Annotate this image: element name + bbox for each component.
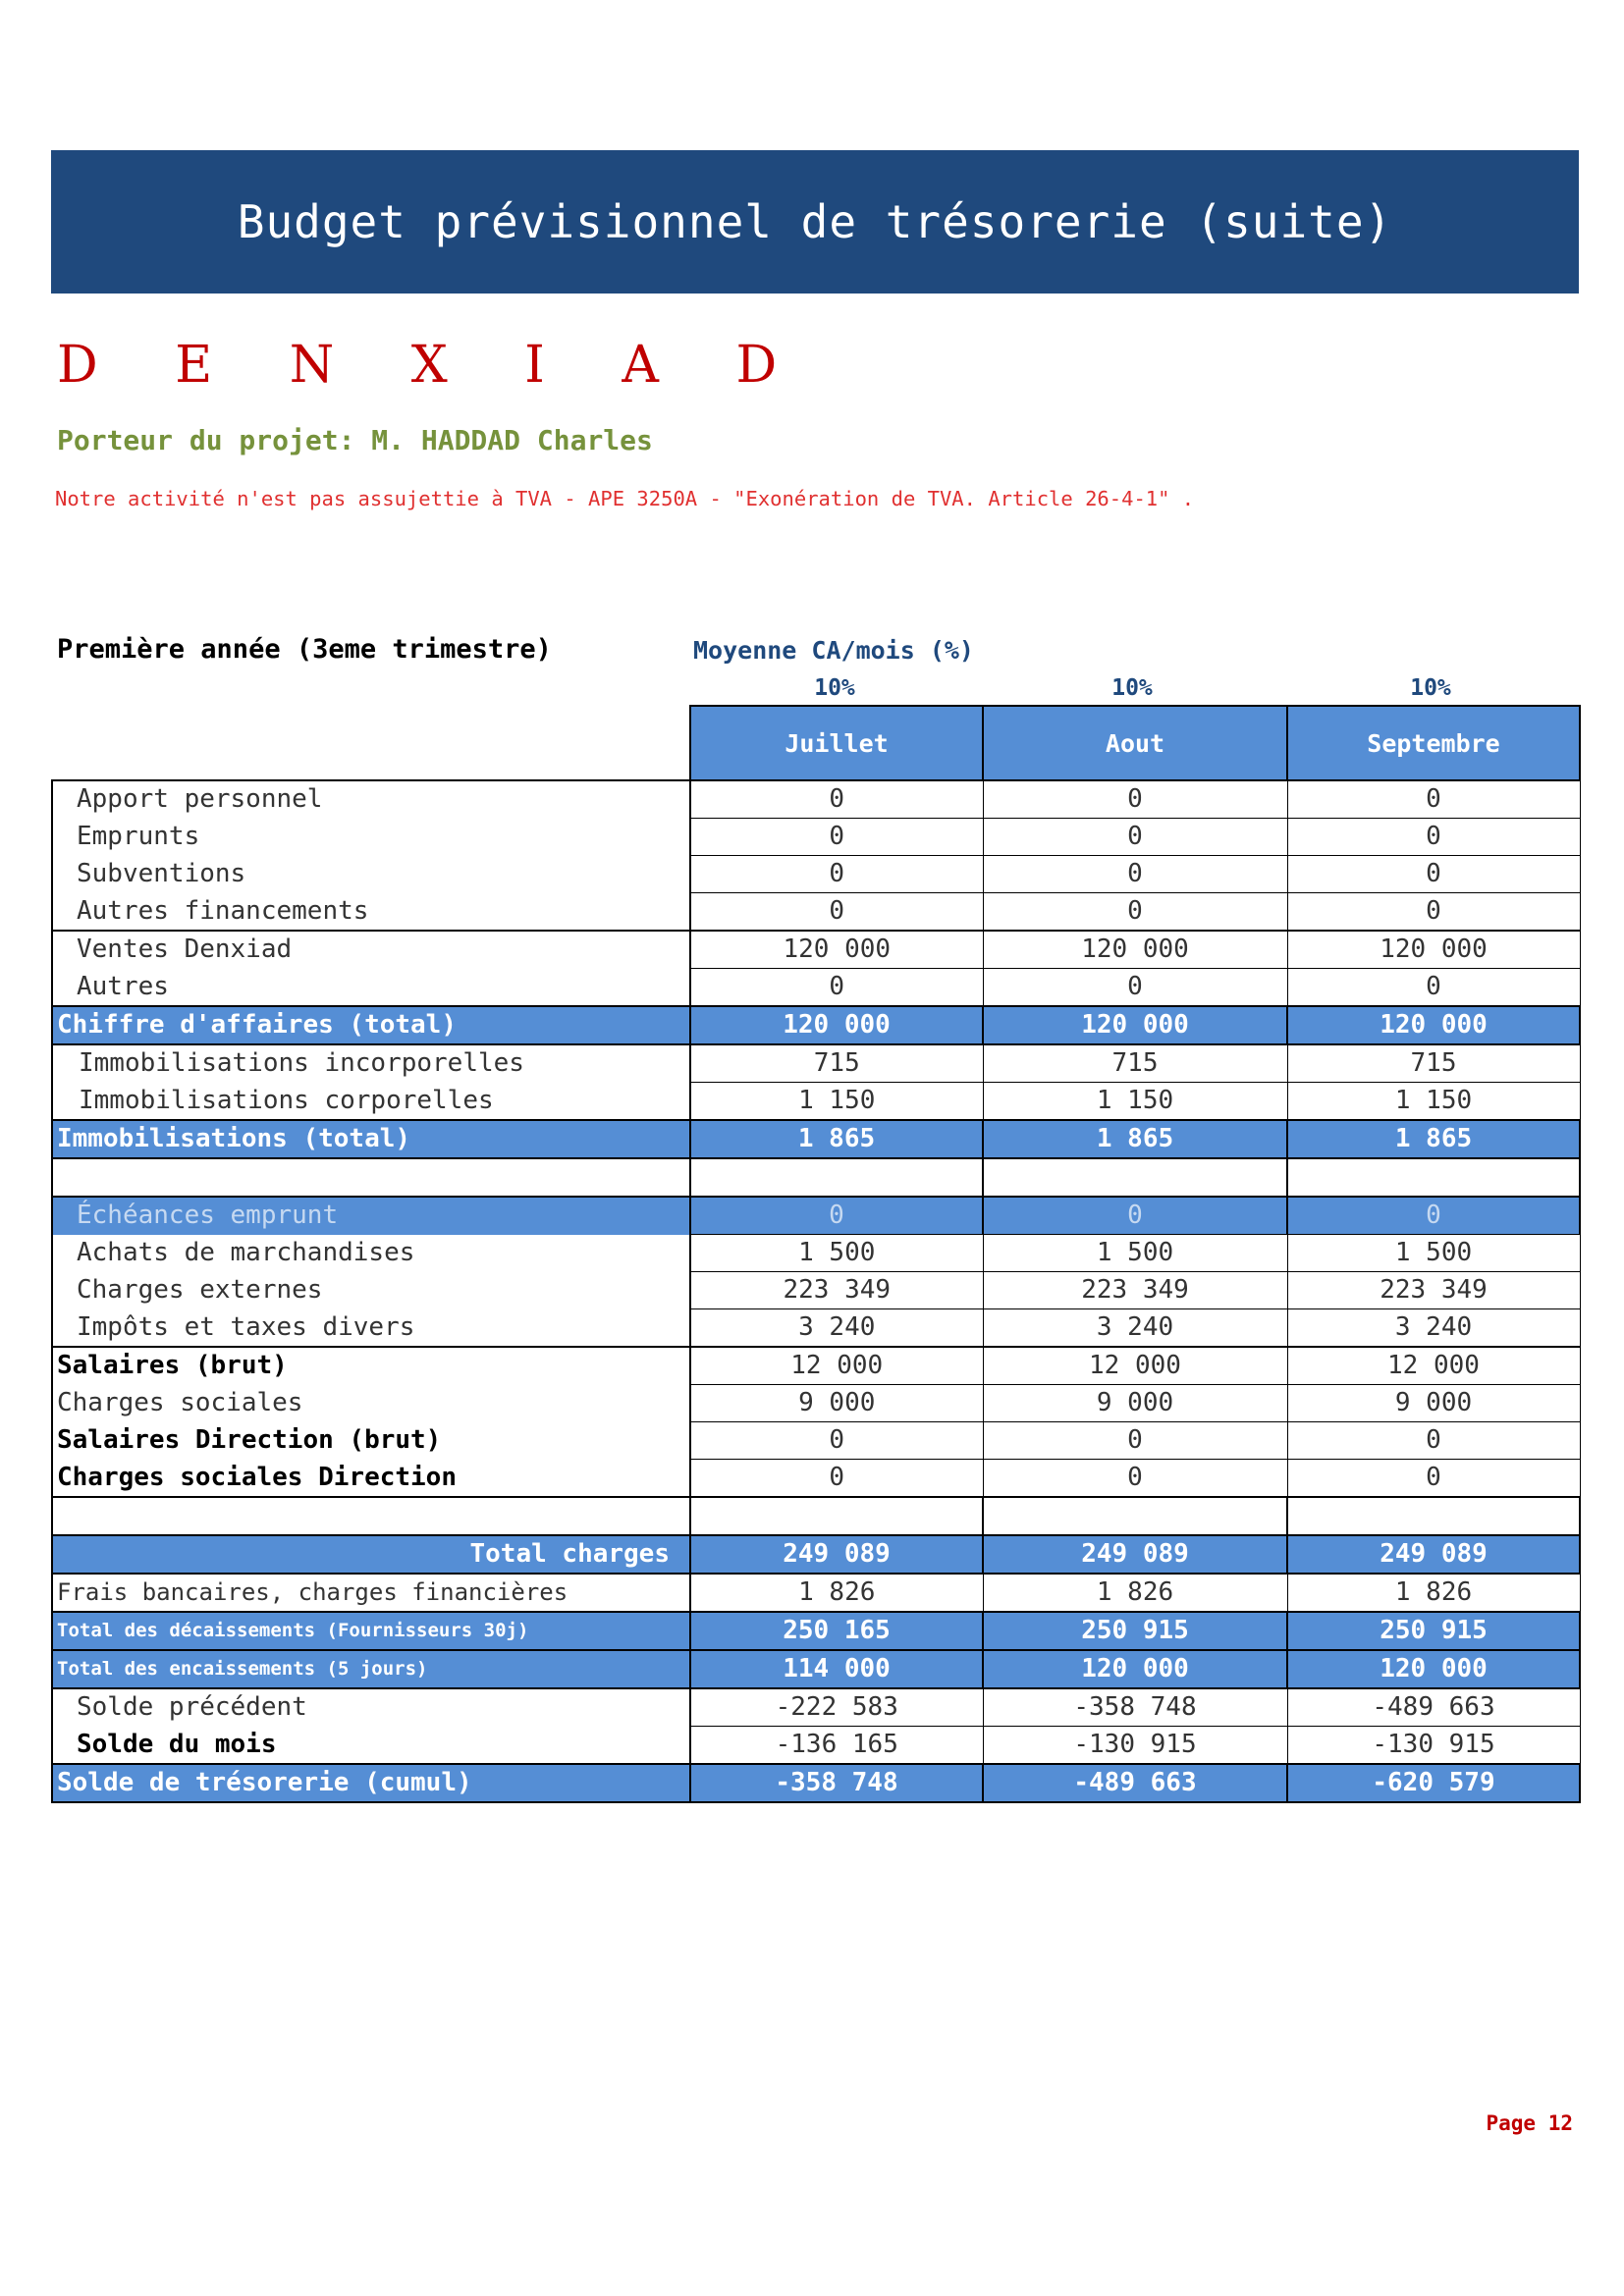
cell-value: 120 000 xyxy=(690,931,983,969)
row-label: Charges sociales Direction xyxy=(52,1460,690,1498)
cell-value: 0 xyxy=(1287,856,1580,893)
total-row xyxy=(52,1764,1580,1802)
project-owner: Porteur du projet: M. HADDAD Charles xyxy=(57,424,653,456)
cell-value: 1 500 xyxy=(1287,1235,1580,1272)
table-row xyxy=(52,819,1580,856)
table-row xyxy=(52,1460,1580,1498)
cell-value: -489 663 xyxy=(983,1764,1287,1802)
tva-note: Notre activité n'est pas assujettie à TVA - APE 3250A - "Exonération de TVA. Article 26-4-1" . xyxy=(55,487,1195,510)
cell-value: 1 826 xyxy=(1287,1574,1580,1612)
cell-value: 0 xyxy=(983,1197,1287,1235)
cell-value: 0 xyxy=(983,1460,1287,1498)
empty-row xyxy=(52,1497,1580,1535)
cell-value: 223 349 xyxy=(690,1272,983,1309)
cell-value: 12 000 xyxy=(983,1347,1287,1385)
cell-value: -358 748 xyxy=(983,1688,1287,1727)
cell-value: 0 xyxy=(690,1422,983,1460)
cell-value: 0 xyxy=(690,819,983,856)
row-label: Autres xyxy=(52,969,690,1007)
table-row xyxy=(52,1688,1580,1727)
cell-value: 249 089 xyxy=(983,1535,1287,1574)
row-label: Subventions xyxy=(52,856,690,893)
cell-value: -358 748 xyxy=(690,1764,983,1802)
row-label: Immobilisations incorporelles xyxy=(52,1044,690,1083)
cell-value: 1 865 xyxy=(690,1120,983,1158)
row-label: Impôts et taxes divers xyxy=(52,1309,690,1348)
cell-value: -130 915 xyxy=(1287,1727,1580,1765)
cell-value: 3 240 xyxy=(690,1309,983,1348)
cell-value: 114 000 xyxy=(690,1650,983,1688)
cell-value: 0 xyxy=(983,969,1287,1007)
cell-value: 0 xyxy=(1287,819,1580,856)
cell-value: 1 500 xyxy=(983,1235,1287,1272)
cell-value: 0 xyxy=(983,893,1287,932)
total-row xyxy=(52,1120,1580,1158)
cell-value: 12 000 xyxy=(690,1347,983,1385)
table-row xyxy=(52,1272,1580,1309)
row-label: Total des encaissements (5 jours) xyxy=(52,1650,690,1688)
cell-value: 1 150 xyxy=(690,1083,983,1121)
cell-value: 0 xyxy=(1287,1197,1580,1235)
cell-value: 120 000 xyxy=(983,1006,1287,1044)
cell-value: 250 915 xyxy=(1287,1612,1580,1650)
table-row xyxy=(52,1347,1580,1385)
table-row xyxy=(52,1574,1580,1612)
percentage-juillet: 10% xyxy=(814,675,855,701)
row-label: Immobilisations corporelles xyxy=(52,1083,690,1121)
row-label: Apport personnel xyxy=(52,780,690,819)
page-banner xyxy=(51,150,1579,294)
cell-value: 0 xyxy=(690,780,983,819)
row-label: Total des décaissements (Fournisseurs 30j) xyxy=(52,1612,690,1650)
cell-value: 1 150 xyxy=(1287,1083,1580,1121)
total-row xyxy=(52,1612,1580,1650)
cell-value: 1 865 xyxy=(1287,1120,1580,1158)
total-row xyxy=(52,1650,1580,1688)
cell-value: -136 165 xyxy=(690,1727,983,1765)
table-row xyxy=(52,1197,1580,1235)
cell-value: 0 xyxy=(690,893,983,932)
cell-value: 9 000 xyxy=(983,1385,1287,1422)
cell-value: 0 xyxy=(983,780,1287,819)
month-header: Aout xyxy=(983,706,1287,780)
table-row xyxy=(52,893,1580,932)
row-label: Charges sociales xyxy=(52,1385,690,1422)
cell-value: 120 000 xyxy=(690,1006,983,1044)
percentage-septembre: 10% xyxy=(1410,675,1451,701)
row-label: Salaires (brut) xyxy=(52,1347,690,1385)
cell-value: 9 000 xyxy=(690,1385,983,1422)
cell-value: 0 xyxy=(1287,780,1580,819)
page-title: Budget prévisionnel de trésorerie (suite) xyxy=(237,195,1393,248)
cell-value: 3 240 xyxy=(1287,1309,1580,1348)
month-header: Juillet xyxy=(690,706,983,780)
cell-value: 12 000 xyxy=(1287,1347,1580,1385)
row-label: Chiffre d'affaires (total) xyxy=(52,1006,690,1044)
row-label: Solde du mois xyxy=(52,1727,690,1765)
row-label: Total charges xyxy=(52,1535,690,1574)
table-row xyxy=(52,969,1580,1007)
period-label: Première année (3eme trimestre) xyxy=(57,634,552,665)
row-label: Salaires Direction (brut) xyxy=(52,1422,690,1460)
table-row xyxy=(52,780,1580,819)
table-row xyxy=(52,1727,1580,1765)
table-row xyxy=(52,1309,1580,1348)
cell-value: 1 150 xyxy=(983,1083,1287,1121)
cell-value: 715 xyxy=(983,1044,1287,1083)
cell-value: 3 240 xyxy=(983,1309,1287,1348)
month-header-row xyxy=(52,706,1580,780)
cell-value: 120 000 xyxy=(983,931,1287,969)
total-row xyxy=(52,1006,1580,1044)
cell-value: 0 xyxy=(1287,1422,1580,1460)
table-row xyxy=(52,1083,1580,1121)
page-number: Page 12 xyxy=(1486,2111,1573,2135)
total-row xyxy=(52,1535,1580,1574)
empty-row xyxy=(52,1158,1580,1197)
cell-value: 715 xyxy=(690,1044,983,1083)
cell-value: 120 000 xyxy=(1287,1650,1580,1688)
cell-value: 0 xyxy=(1287,969,1580,1007)
table-row xyxy=(52,1044,1580,1083)
cell-value: 249 089 xyxy=(1287,1535,1580,1574)
cell-value: 223 349 xyxy=(983,1272,1287,1309)
cell-value: 0 xyxy=(690,856,983,893)
cell-value: 0 xyxy=(983,856,1287,893)
row-label: Autres financements xyxy=(52,893,690,932)
row-label: Échéances emprunt xyxy=(52,1197,690,1235)
cell-value: 1 865 xyxy=(983,1120,1287,1158)
table-row xyxy=(52,1235,1580,1272)
cell-value: 250 165 xyxy=(690,1612,983,1650)
table-row xyxy=(52,856,1580,893)
moyenne-label: Moyenne CA/mois (%) xyxy=(693,636,974,665)
cell-value: 120 000 xyxy=(1287,1006,1580,1044)
month-header: Septembre xyxy=(1287,706,1580,780)
percentage-aout: 10% xyxy=(1111,675,1153,701)
cell-value: -620 579 xyxy=(1287,1764,1580,1802)
cell-value: 715 xyxy=(1287,1044,1580,1083)
company-name: D E N X I A D xyxy=(57,336,808,395)
cell-value: 0 xyxy=(1287,1460,1580,1498)
cell-value: -222 583 xyxy=(690,1688,983,1727)
cell-value: 0 xyxy=(983,1422,1287,1460)
cell-value: 0 xyxy=(1287,893,1580,932)
row-label: Charges externes xyxy=(52,1272,690,1309)
row-label: Solde précédent xyxy=(52,1688,690,1727)
cell-value: -130 915 xyxy=(983,1727,1287,1765)
cell-value: 120 000 xyxy=(1287,931,1580,969)
budget-table xyxy=(51,705,1581,1803)
cell-value: 9 000 xyxy=(1287,1385,1580,1422)
row-label: Immobilisations (total) xyxy=(52,1120,690,1158)
cell-value: 120 000 xyxy=(983,1650,1287,1688)
cell-value: 0 xyxy=(983,819,1287,856)
cell-value: 1 500 xyxy=(690,1235,983,1272)
cell-value: 223 349 xyxy=(1287,1272,1580,1309)
cell-value: -489 663 xyxy=(1287,1688,1580,1727)
cell-value: 0 xyxy=(690,1197,983,1235)
table-row xyxy=(52,1422,1580,1460)
row-label: Ventes Denxiad xyxy=(52,931,690,969)
row-label: Frais bancaires, charges financières xyxy=(52,1574,690,1612)
cell-value: 249 089 xyxy=(690,1535,983,1574)
row-label: Solde de trésorerie (cumul) xyxy=(52,1764,690,1802)
row-label: Emprunts xyxy=(52,819,690,856)
cell-value: 1 826 xyxy=(690,1574,983,1612)
cell-value: 0 xyxy=(690,969,983,1007)
table-row xyxy=(52,1385,1580,1422)
row-label: Achats de marchandises xyxy=(52,1235,690,1272)
cell-value: 0 xyxy=(690,1460,983,1498)
table-row xyxy=(52,931,1580,969)
cell-value: 250 915 xyxy=(983,1612,1287,1650)
cell-value: 1 826 xyxy=(983,1574,1287,1612)
